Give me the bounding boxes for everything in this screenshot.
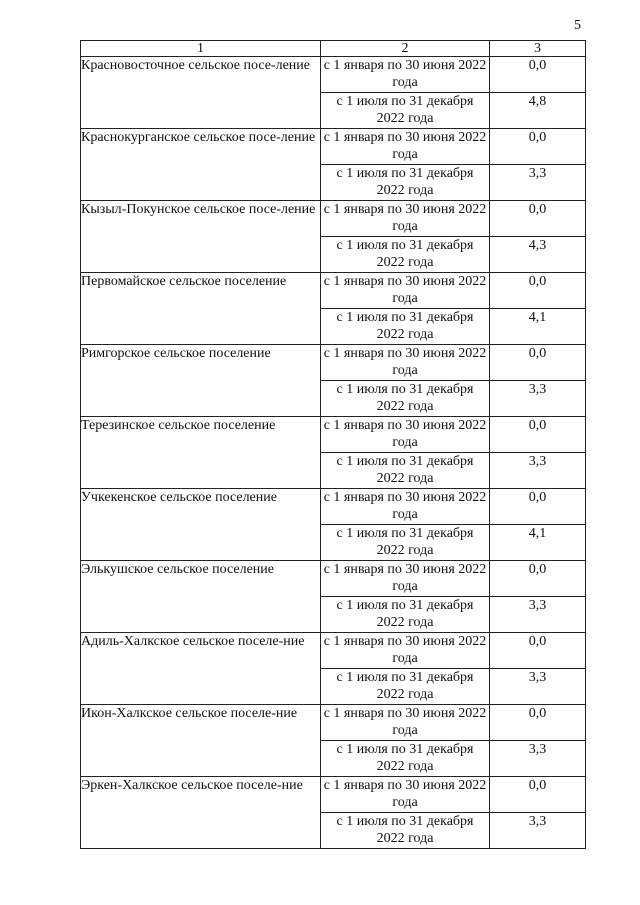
settlement-name: Красновосточное сельское посе-ление [81, 57, 321, 129]
column-header-3: 3 [490, 41, 586, 57]
settlement-name: Учкекенское сельское поселение [81, 489, 321, 561]
period-cell: с 1 июля по 31 декабря 2022 года [321, 453, 490, 489]
rate-cell: 0,0 [490, 129, 586, 165]
period-cell: с 1 июля по 31 декабря 2022 года [321, 669, 490, 705]
table-row [81, 417, 586, 453]
period-cell: с 1 января по 30 июня 2022 года [321, 129, 490, 165]
rate-cell: 0,0 [490, 777, 586, 813]
period-cell: с 1 июля по 31 декабря 2022 года [321, 93, 490, 129]
settlement-name: Римгорское сельское поселение [81, 345, 321, 417]
rate-cell: 0,0 [490, 57, 586, 93]
rate-cell: 4,1 [490, 309, 586, 345]
period-cell: с 1 января по 30 июня 2022 года [321, 633, 490, 669]
tariff-table [80, 40, 586, 849]
period-cell: с 1 января по 30 июня 2022 года [321, 489, 490, 525]
rate-cell: 0,0 [490, 273, 586, 309]
period-cell: с 1 января по 30 июня 2022 года [321, 345, 490, 381]
period-cell: с 1 января по 30 июня 2022 года [321, 561, 490, 597]
rate-cell: 3,3 [490, 381, 586, 417]
rate-cell: 0,0 [490, 633, 586, 669]
settlement-name: Икон-Халкское сельское поселе-ние [81, 705, 321, 777]
rate-cell: 3,3 [490, 813, 586, 849]
rate-cell: 3,3 [490, 165, 586, 201]
settlement-name: Элькушское сельское поселение [81, 561, 321, 633]
table-row [81, 201, 586, 237]
period-cell: с 1 июля по 31 декабря 2022 года [321, 309, 490, 345]
rate-cell: 0,0 [490, 705, 586, 741]
rate-cell: 3,3 [490, 597, 586, 633]
period-cell: с 1 июля по 31 декабря 2022 года [321, 741, 490, 777]
settlement-name: Первомайское сельское поселение [81, 273, 321, 345]
period-cell: с 1 января по 30 июня 2022 года [321, 705, 490, 741]
table-header-row [81, 41, 586, 57]
table-row [81, 57, 586, 93]
table-row [81, 129, 586, 165]
period-cell: с 1 января по 30 июня 2022 года [321, 777, 490, 813]
rate-cell: 3,3 [490, 669, 586, 705]
rate-cell: 0,0 [490, 345, 586, 381]
rate-cell: 4,3 [490, 237, 586, 273]
table-row [81, 705, 586, 741]
rate-cell: 0,0 [490, 561, 586, 597]
period-cell: с 1 января по 30 июня 2022 года [321, 417, 490, 453]
rate-cell: 3,3 [490, 453, 586, 489]
settlement-name: Адиль-Халкское сельское поселе-ние [81, 633, 321, 705]
table-row [81, 561, 586, 597]
period-cell: с 1 января по 30 июня 2022 года [321, 273, 490, 309]
table-row [81, 489, 586, 525]
column-header-2: 2 [321, 41, 490, 57]
rate-cell: 0,0 [490, 201, 586, 237]
settlement-name: Эркен-Халкское сельское поселе-ние [81, 777, 321, 849]
settlement-name: Кызыл-Покунское сельское посе-ление [81, 201, 321, 273]
table-row [81, 273, 586, 309]
table-row [81, 345, 586, 381]
settlement-name: Терезинское сельское поселение [81, 417, 321, 489]
table-row [81, 777, 586, 813]
period-cell: с 1 июля по 31 декабря 2022 года [321, 381, 490, 417]
page-number: 5 [574, 18, 581, 33]
column-header-1: 1 [81, 41, 321, 57]
table-row [81, 633, 586, 669]
period-cell: с 1 июля по 31 декабря 2022 года [321, 525, 490, 561]
rate-cell: 4,8 [490, 93, 586, 129]
period-cell: с 1 января по 30 июня 2022 года [321, 57, 490, 93]
rate-cell: 3,3 [490, 741, 586, 777]
settlement-name: Краснокурганское сельское посе-ление [81, 129, 321, 201]
period-cell: с 1 июля по 31 декабря 2022 года [321, 237, 490, 273]
rate-cell: 0,0 [490, 417, 586, 453]
period-cell: с 1 января по 30 июня 2022 года [321, 201, 490, 237]
period-cell: с 1 июля по 31 декабря 2022 года [321, 813, 490, 849]
period-cell: с 1 июля по 31 декабря 2022 года [321, 165, 490, 201]
rate-cell: 4,1 [490, 525, 586, 561]
period-cell: с 1 июля по 31 декабря 2022 года [321, 597, 490, 633]
rate-cell: 0,0 [490, 489, 586, 525]
